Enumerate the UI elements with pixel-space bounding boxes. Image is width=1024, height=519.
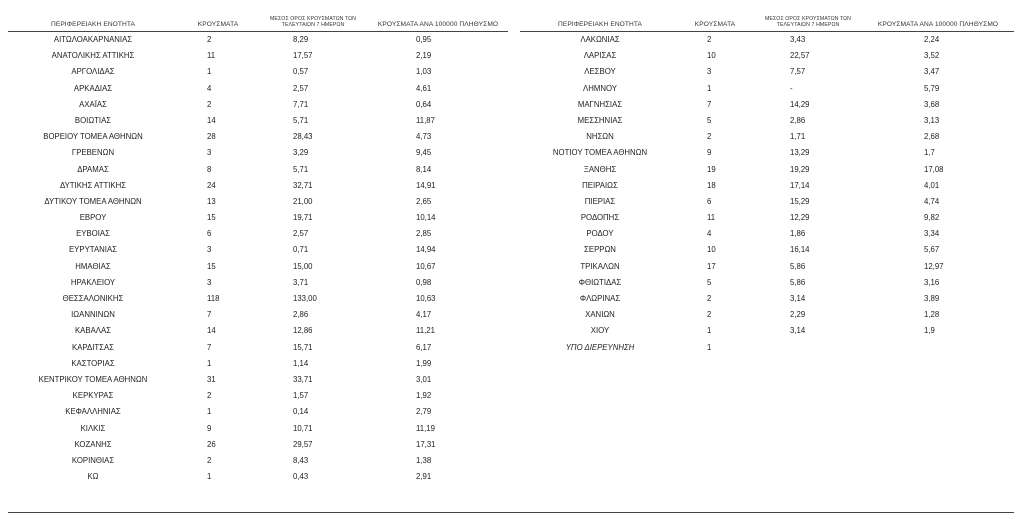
table-row bbox=[8, 453, 508, 469]
cell-region: ΞΑΝΘΗΣ bbox=[583, 164, 617, 174]
cell-cases: 3 bbox=[207, 277, 212, 287]
right-table-header bbox=[520, 0, 1014, 32]
cell-per100k: 1,99 bbox=[416, 358, 432, 368]
table-row bbox=[8, 194, 508, 210]
cell-avg: - bbox=[790, 83, 793, 93]
cell-region: ΗΡΑΚΛΕΙΟΥ bbox=[70, 277, 116, 287]
cell-per100k: 8,14 bbox=[416, 164, 432, 174]
cell-region: ΡΟΔΟΥ bbox=[586, 229, 614, 239]
cell-cases: 14 bbox=[207, 326, 216, 336]
cell-region: ΚΕΦΑΛΛΗΝΙΑΣ bbox=[65, 407, 121, 417]
cell-region: ΚΟΡΙΝΘΙΑΣ bbox=[71, 455, 115, 465]
cell-cases: 5 bbox=[707, 115, 712, 125]
cell-avg: 19,71 bbox=[293, 213, 313, 223]
cell-cases: 7 bbox=[207, 342, 212, 352]
cell-cases: 11 bbox=[707, 213, 716, 223]
cell-avg: 16,14 bbox=[790, 245, 810, 255]
cell-per100k: 3,34 bbox=[924, 229, 940, 239]
cell-avg: 0,71 bbox=[293, 245, 309, 255]
table-row bbox=[520, 81, 1014, 97]
cell-avg: 22,57 bbox=[790, 51, 810, 61]
cell-cases: 24 bbox=[207, 180, 216, 190]
cell-cases: 17 bbox=[707, 261, 716, 271]
table-row bbox=[520, 210, 1014, 226]
cell-cases: 10 bbox=[707, 245, 716, 255]
cell-per100k: 2,19 bbox=[416, 51, 432, 61]
cell-per100k: 4,74 bbox=[924, 196, 940, 206]
cell-cases: 7 bbox=[707, 99, 712, 109]
cell-region: ΚΟΖΑΝΗΣ bbox=[74, 439, 112, 449]
cell-per100k: 10,14 bbox=[416, 213, 436, 223]
table-row bbox=[520, 97, 1014, 113]
cell-avg: 5,71 bbox=[293, 115, 309, 125]
cell-cases: 1 bbox=[207, 358, 212, 368]
cell-avg: 17,14 bbox=[790, 180, 810, 190]
cell-per100k: 3,47 bbox=[924, 67, 940, 77]
cell-avg: 13,29 bbox=[790, 148, 810, 158]
cell-per100k: 3,68 bbox=[924, 99, 940, 109]
cell-cases: 18 bbox=[707, 180, 716, 190]
header-per100k: ΚΡΟΥΣΜΑΤΑ ΑΝΑ 100000 ΠΛΗΘΥΣΜΟ bbox=[377, 21, 499, 28]
table-row bbox=[520, 64, 1014, 80]
cell-avg: 7,57 bbox=[790, 67, 806, 77]
cell-cases: 1 bbox=[707, 342, 712, 352]
cell-region: ΒΟΡΕΙΟΥ ΤΟΜΕΑ ΑΘΗΝΩΝ bbox=[43, 132, 143, 142]
cell-region: ΛΕΣΒΟΥ bbox=[584, 67, 616, 77]
cell-cases: 4 bbox=[707, 229, 712, 239]
header-cases: ΚΡΟΥΣΜΑΤΑ bbox=[694, 21, 736, 28]
cell-cases: 1 bbox=[707, 326, 712, 336]
cell-per100k: 3,52 bbox=[924, 51, 940, 61]
table-row bbox=[8, 48, 508, 64]
cell-per100k: 9,82 bbox=[924, 213, 940, 223]
table-row bbox=[520, 113, 1014, 129]
cell-per100k: 4,01 bbox=[924, 180, 940, 190]
cell-per100k: 0,64 bbox=[416, 99, 432, 109]
cell-cases: 9 bbox=[707, 148, 712, 158]
left-table-header bbox=[8, 0, 508, 32]
cell-cases: 2 bbox=[207, 391, 212, 401]
table-row bbox=[520, 178, 1014, 194]
cell-region: ΛΑΡΙΣΑΣ bbox=[583, 51, 617, 61]
cell-region: ΡΟΔΟΠΗΣ bbox=[580, 213, 620, 223]
cell-per100k: 3,16 bbox=[924, 277, 940, 287]
cell-region: ΙΩΑΝΝΙΝΩΝ bbox=[71, 310, 115, 320]
cell-cases: 2 bbox=[207, 99, 212, 109]
cell-region: ΣΕΡΡΩΝ bbox=[584, 245, 616, 255]
cell-cases: 118 bbox=[207, 294, 220, 303]
cell-avg: 1,57 bbox=[293, 391, 309, 401]
table-row bbox=[8, 210, 508, 226]
table-row bbox=[8, 437, 508, 453]
table-row bbox=[8, 81, 508, 97]
table-row bbox=[8, 145, 508, 161]
cell-cases: 6 bbox=[207, 229, 212, 239]
cell-per100k: 17,31 bbox=[416, 439, 436, 449]
cell-per100k: 3,89 bbox=[924, 294, 940, 303]
cell-avg: 0,14 bbox=[293, 407, 309, 417]
table-row bbox=[520, 340, 1014, 356]
cell-cases: 9 bbox=[207, 423, 212, 433]
cell-per100k: 9,45 bbox=[416, 148, 432, 158]
cell-per100k: 4,61 bbox=[416, 83, 432, 93]
cell-per100k: 3,13 bbox=[924, 115, 940, 125]
cell-per100k: 4,73 bbox=[416, 132, 432, 142]
cell-avg: 3,71 bbox=[293, 277, 309, 287]
cell-per100k: 11,19 bbox=[416, 423, 435, 433]
cell-region: ΒΟΙΩΤΙΑΣ bbox=[74, 115, 112, 125]
cell-per100k: 0,95 bbox=[416, 35, 432, 44]
cell-avg: 1,71 bbox=[790, 132, 806, 142]
cell-avg: 3,14 bbox=[790, 294, 806, 303]
table-row bbox=[520, 32, 1014, 48]
cell-cases: 2 bbox=[707, 132, 712, 142]
cell-region: ΔΥΤΙΚΟΥ ΤΟΜΕΑ ΑΘΗΝΩΝ bbox=[44, 196, 142, 206]
cell-region: ΕΒΡΟΥ bbox=[79, 213, 107, 223]
cell-avg: 2,57 bbox=[293, 83, 309, 93]
cell-cases: 15 bbox=[207, 213, 216, 223]
cell-cases: 2 bbox=[207, 35, 212, 44]
cell-cases: 26 bbox=[207, 439, 216, 449]
cell-region: ΦΘΙΩΤΙΔΑΣ bbox=[578, 277, 622, 287]
header-cases: ΚΡΟΥΣΜΑΤΑ bbox=[197, 21, 239, 28]
cell-region: ΝΟΤΙΟΥ ΤΟΜΕΑ ΑΘΗΝΩΝ bbox=[552, 148, 648, 158]
cell-avg: 12,86 bbox=[293, 326, 313, 336]
table-row bbox=[520, 275, 1014, 291]
cell-region: ΚΑΣΤΟΡΙΑΣ bbox=[71, 358, 115, 368]
cell-avg: 33,71 bbox=[293, 374, 313, 384]
cell-per100k: 11,87 bbox=[416, 115, 435, 125]
cell-region: ΑΡΓΟΛΙΔΑΣ bbox=[71, 67, 115, 77]
table-row bbox=[8, 323, 508, 339]
cell-avg: 21,00 bbox=[293, 196, 313, 206]
cell-per100k: 4,17 bbox=[416, 310, 432, 320]
cell-cases: 1 bbox=[707, 83, 712, 93]
cell-avg: 12,29 bbox=[790, 213, 810, 223]
cell-avg: 17,57 bbox=[293, 51, 313, 61]
cell-cases: 8 bbox=[207, 164, 212, 174]
cell-per100k: 12,97 bbox=[924, 261, 944, 271]
cell-cases: 3 bbox=[207, 245, 212, 255]
header-avg-line1: ΜΕΣΟΣ ΟΡΟΣ ΚΡΟΥΣΜΑΤΩΝ ΤΩΝ bbox=[765, 16, 851, 22]
cell-cases: 28 bbox=[207, 132, 216, 142]
cell-cases: 3 bbox=[707, 67, 712, 77]
cell-avg: 28,43 bbox=[293, 132, 313, 142]
cell-per100k: 2,85 bbox=[416, 229, 432, 239]
right-table bbox=[520, 0, 1014, 356]
cell-avg: 5,86 bbox=[790, 261, 806, 271]
cell-region: ΑΧΑΪΑΣ bbox=[79, 99, 107, 109]
cell-region: ΧΑΝΙΩΝ bbox=[585, 310, 615, 320]
cell-avg: 8,43 bbox=[293, 455, 309, 465]
cell-region: ΗΜΑΘΙΑΣ bbox=[75, 261, 111, 271]
cell-avg: 15,29 bbox=[790, 196, 810, 206]
table-row bbox=[8, 275, 508, 291]
table-row bbox=[8, 421, 508, 437]
cell-region: ΕΥΒΟΙΑΣ bbox=[76, 229, 110, 239]
table-row bbox=[520, 162, 1014, 178]
table-row bbox=[8, 388, 508, 404]
cell-avg: 19,29 bbox=[790, 164, 810, 174]
cell-per100k: 5,79 bbox=[924, 83, 940, 93]
bottom-rule bbox=[8, 512, 1014, 513]
cell-avg: 3,43 bbox=[790, 35, 806, 44]
cell-avg: 3,14 bbox=[790, 326, 806, 336]
cell-cases: 2 bbox=[707, 294, 712, 303]
cell-avg: 1,14 bbox=[293, 358, 309, 368]
cell-region: ΦΛΩΡΙΝΑΣ bbox=[579, 294, 621, 303]
cell-per100k: 0,98 bbox=[416, 277, 432, 287]
cell-cases: 2 bbox=[207, 455, 212, 465]
cell-cases: 2 bbox=[707, 35, 712, 44]
cell-per100k: 1,92 bbox=[416, 391, 432, 401]
cell-cases: 15 bbox=[207, 261, 216, 271]
cell-per100k: 10,63 bbox=[416, 294, 436, 303]
cell-region: ΛΑΚΩΝΙΑΣ bbox=[580, 35, 620, 44]
cell-region: ΠΙΕΡΙΑΣ bbox=[584, 196, 616, 206]
table-row bbox=[8, 226, 508, 242]
table-row bbox=[8, 242, 508, 258]
cell-per100k: 1,38 bbox=[416, 455, 432, 465]
cell-avg: 5,86 bbox=[790, 277, 806, 287]
cell-avg: 2,86 bbox=[790, 115, 806, 125]
cell-avg: 32,71 bbox=[293, 180, 313, 190]
cell-region: ΑΡΚΑΔΙΑΣ bbox=[73, 83, 113, 93]
cell-per100k: 14,91 bbox=[416, 180, 436, 190]
cell-avg: 15,71 bbox=[293, 342, 313, 352]
cell-avg: 0,43 bbox=[293, 472, 309, 482]
cell-avg: 15,00 bbox=[293, 261, 313, 271]
cell-region: ΑΝΑΤΟΛΙΚΗΣ ΑΤΤΙΚΗΣ bbox=[51, 51, 135, 61]
header-avg-line2: ΤΕΛΕΥΤΑΙΩΝ 7 ΗΜΕΡΩΝ bbox=[776, 22, 840, 28]
cell-region: ΔΥΤΙΚΗΣ ΑΤΤΙΚΗΣ bbox=[59, 180, 127, 190]
cell-avg: 2,57 bbox=[293, 229, 309, 239]
cell-per100k: 3,01 bbox=[416, 374, 432, 384]
cell-region: ΧΙΟΥ bbox=[590, 326, 610, 336]
table-row bbox=[8, 356, 508, 372]
cell-region: ΚΩ bbox=[87, 472, 99, 482]
cell-region: ΓΡΕΒΕΝΩΝ bbox=[71, 148, 115, 158]
cell-cases: 2 bbox=[707, 310, 712, 320]
table-row bbox=[8, 97, 508, 113]
left-table-rows bbox=[8, 32, 508, 485]
table-row bbox=[520, 226, 1014, 242]
cell-avg: 0,57 bbox=[293, 67, 309, 77]
table-row bbox=[520, 242, 1014, 258]
cell-per100k: 2,68 bbox=[924, 132, 940, 142]
cell-cases: 4 bbox=[207, 83, 212, 93]
table-row bbox=[520, 145, 1014, 161]
cell-avg: 2,29 bbox=[790, 310, 806, 320]
cell-per100k: 2,79 bbox=[416, 407, 432, 417]
cell-region: ΚΙΛΚΙΣ bbox=[80, 423, 106, 433]
cell-avg: 5,71 bbox=[293, 164, 309, 174]
cell-region: ΘΕΣΣΑΛΟΝΙΚΗΣ bbox=[62, 294, 124, 303]
cell-per100k: 11,21 bbox=[416, 326, 435, 336]
cell-avg: 133,00 bbox=[293, 294, 317, 303]
table-row bbox=[520, 48, 1014, 64]
cell-avg: 3,29 bbox=[293, 148, 309, 158]
cell-region: ΚΕΡΚΥΡΑΣ bbox=[72, 391, 114, 401]
table-row bbox=[8, 469, 508, 485]
cell-cases: 1 bbox=[207, 407, 212, 417]
cell-per100k: 2,65 bbox=[416, 196, 432, 206]
cell-cases: 19 bbox=[707, 164, 716, 174]
cell-per100k: 10,67 bbox=[416, 261, 436, 271]
cell-per100k: 6,17 bbox=[416, 342, 432, 352]
cell-cases: 14 bbox=[207, 115, 216, 125]
cell-region: ΜΑΓΝΗΣΙΑΣ bbox=[577, 99, 623, 109]
table-row bbox=[8, 129, 508, 145]
cell-per100k: 2,91 bbox=[416, 472, 432, 482]
cell-region: ΚΕΝΤΡΙΚΟΥ ΤΟΜΕΑ ΑΘΗΝΩΝ bbox=[38, 374, 148, 384]
cell-region: ΤΡΙΚΑΛΩΝ bbox=[580, 261, 620, 271]
table-row bbox=[8, 291, 508, 307]
cell-cases: 7 bbox=[207, 310, 212, 320]
table-row bbox=[8, 113, 508, 129]
cell-region: ΑΙΤΩΛΟΑΚΑΡΝΑΝΙΑΣ bbox=[53, 35, 133, 44]
table-row bbox=[8, 162, 508, 178]
header-avg bbox=[258, 16, 368, 28]
cell-avg: 1,86 bbox=[790, 229, 806, 239]
cell-avg: 8,29 bbox=[293, 35, 309, 44]
cell-per100k: 2,24 bbox=[924, 35, 940, 44]
table-row bbox=[520, 259, 1014, 275]
table-row bbox=[8, 340, 508, 356]
cell-avg: 7,71 bbox=[293, 99, 309, 109]
left-table bbox=[8, 0, 508, 485]
header-per100k: ΚΡΟΥΣΜΑΤΑ ΑΝΑ 100000 ΠΛΗΘΥΣΜΟ bbox=[877, 21, 999, 28]
table-row bbox=[8, 32, 508, 48]
table-row bbox=[520, 323, 1014, 339]
table-row bbox=[8, 259, 508, 275]
cell-region: ΝΗΣΩΝ bbox=[586, 132, 614, 142]
table-row bbox=[520, 129, 1014, 145]
header-avg-line1: ΜΕΣΟΣ ΟΡΟΣ ΚΡΟΥΣΜΑΤΩΝ ΤΩΝ bbox=[270, 16, 356, 22]
cell-cases: 1 bbox=[207, 67, 212, 77]
cell-cases: 11 bbox=[207, 51, 216, 61]
cell-cases: 5 bbox=[707, 277, 712, 287]
cell-cases: 6 bbox=[707, 196, 712, 206]
header-region: ΠΕΡΙΦΕΡΕΙΑΚΗ ΕΝΟΤΗΤΑ bbox=[50, 21, 136, 28]
cell-region: ΔΡΑΜΑΣ bbox=[77, 164, 109, 174]
header-region: ΠΕΡΙΦΕΡΕΙΑΚΗ ΕΝΟΤΗΤΑ bbox=[557, 21, 643, 28]
cell-region: ΚΑΒΑΛΑΣ bbox=[74, 326, 112, 336]
cell-per100k: 5,67 bbox=[924, 245, 940, 255]
cell-per100k: 14,94 bbox=[416, 245, 436, 255]
cell-region: ΚΑΡΔΙΤΣΑΣ bbox=[72, 342, 114, 352]
table-row bbox=[8, 64, 508, 80]
cell-region: ΥΠΟ ΔΙΕΡΕΥΝΗΣΗ bbox=[565, 342, 635, 352]
cell-per100k: 1,03 bbox=[416, 67, 432, 77]
cell-region: ΜΕΣΣΗΝΙΑΣ bbox=[577, 115, 623, 125]
cell-per100k: 1,9 bbox=[924, 326, 935, 336]
table-row bbox=[8, 372, 508, 388]
table-row bbox=[8, 307, 508, 323]
cell-avg: 2,86 bbox=[293, 310, 309, 320]
cell-region: ΠΕΙΡΑΙΩΣ bbox=[582, 180, 618, 190]
cell-cases: 1 bbox=[207, 472, 212, 482]
header-avg bbox=[753, 16, 863, 28]
cell-per100k: 1,28 bbox=[924, 310, 940, 320]
table-row bbox=[520, 194, 1014, 210]
cell-per100k: 1,7 bbox=[924, 148, 935, 158]
right-table-rows bbox=[520, 32, 1014, 356]
table-row bbox=[8, 404, 508, 420]
cell-avg: 29,57 bbox=[293, 439, 313, 449]
cell-region: ΛΗΜΝΟΥ bbox=[583, 83, 617, 93]
cell-cases: 31 bbox=[207, 374, 216, 384]
cell-region: ΕΥΡΥΤΑΝΙΑΣ bbox=[68, 245, 117, 255]
table-row bbox=[8, 178, 508, 194]
cell-avg: 14,29 bbox=[790, 99, 810, 109]
cell-cases: 3 bbox=[207, 148, 212, 158]
table-row bbox=[520, 291, 1014, 307]
cell-cases: 10 bbox=[707, 51, 716, 61]
cell-cases: 13 bbox=[207, 196, 216, 206]
cell-per100k: 17,08 bbox=[924, 164, 944, 174]
table-row bbox=[520, 307, 1014, 323]
header-avg-line2: ΤΕΛΕΥΤΑΙΩΝ 7 ΗΜΕΡΩΝ bbox=[281, 22, 345, 28]
cell-avg: 10,71 bbox=[293, 423, 313, 433]
